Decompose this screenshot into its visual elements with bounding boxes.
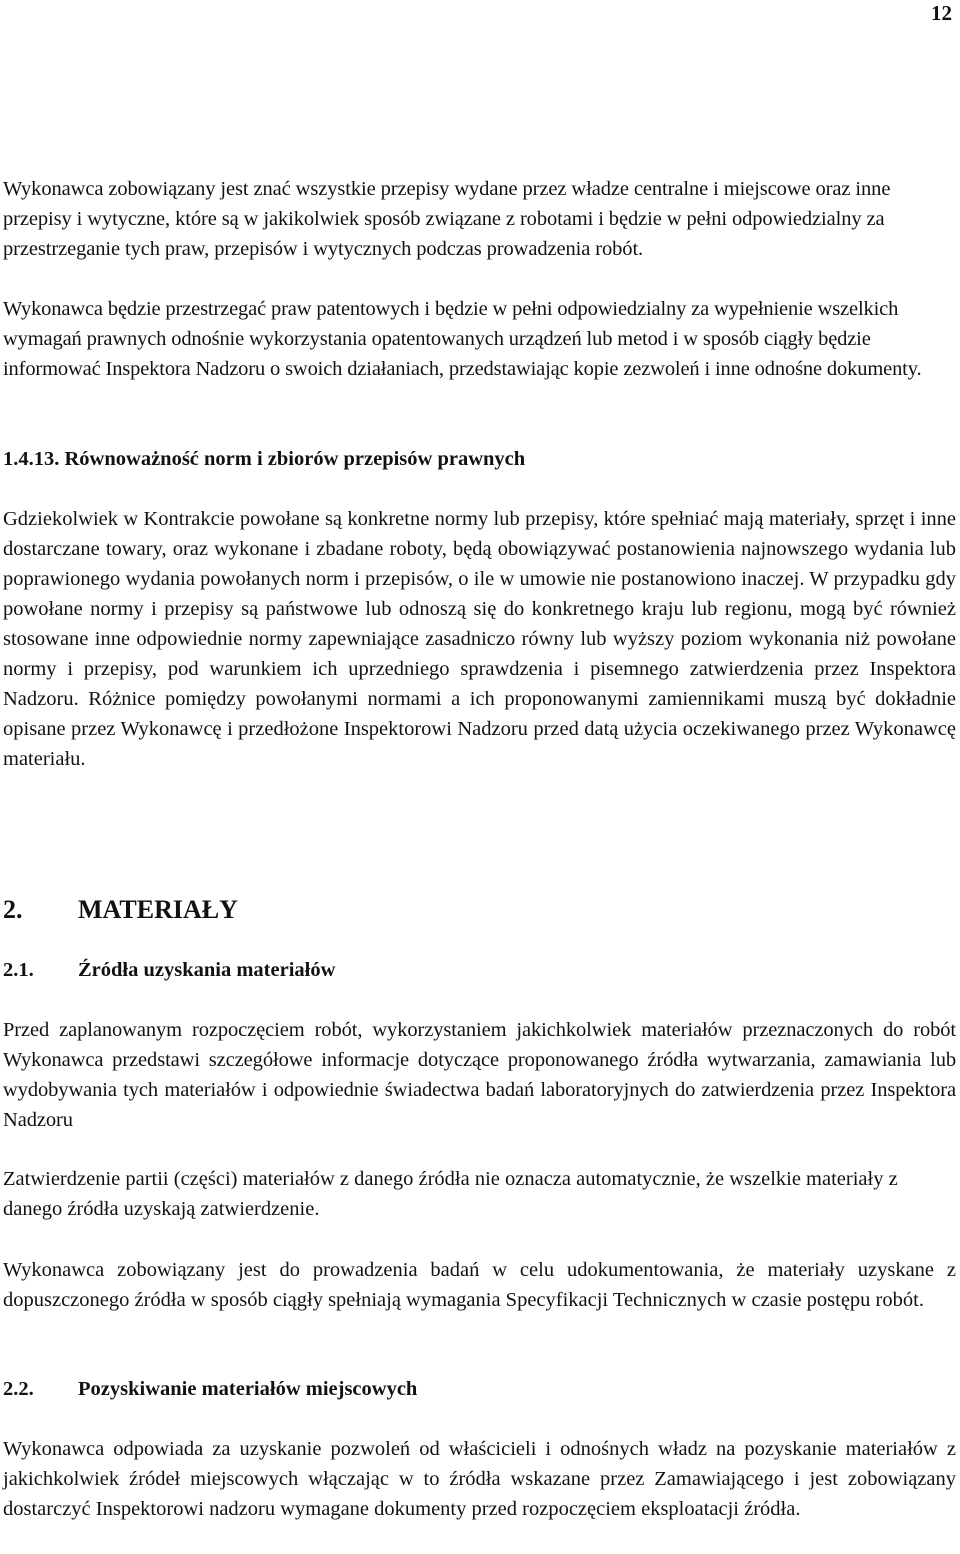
section-heading-2-2 [3, 1374, 417, 1404]
paragraph-norms: Gdziekolwiek w Kontrakcie powołane są konkretne normy lub przepisy, które spełniać mają materiały, sprzęt i inne dostarczane towary, oraz wykonane i zbadane roboty, będą obowiązywać postanowienia najnowszego wydania lub poprawionego wydania powołanych norm i przepisów, o ile w umowie nie postanowiono inaczej. W przypadku gdy powołane normy i przepisy są państwowe lub odnoszą się do konkretnego kraju lub regionu, mogą być również stosowane inne odpowiednie normy zapewniające zasadniczo równy lub wyższy poziom wykonania niż powołane normy i przepisy, pod warunkiem ich uprzedniego sprawdzenia i pisemnego zatwierdzenia przez Inspektora Nadzoru. Różnice pomiędzy powołanymi normami a ich proponowanymi zamiennikami muszą być dokładnie opisane przez Wykonawcę i przedłożone Inspektorowi Nadzoru przed datą użycia oczekiwanego przez Wykonawcę materiału. [3, 508, 956, 770]
section-heading-2 [3, 893, 238, 927]
paragraph-approval: Zatwierdzenie partii (części) materiałów z danego źródła nie oznacza automatycznie, że wszelkie materiały z danego źródła uzyskają zatwierdzenie. [3, 1168, 898, 1220]
page-number: 12 [931, 1, 952, 25]
paragraph-testing: Wykonawca zobowiązany jest do prowadzenia badań w celu udokumentowania, że materiały uzyskane z dopuszczonego źródła w sposób ciągły spełniają wymagania Specyfikacji Technicznych w czasie postępu robót. [3, 1259, 956, 1311]
paragraph-patents: Wykonawca będzie przestrzegać praw patentowych i będzie w pełni odpowiedzialny za wypełnienie wszelkich wymagań prawnych odnośnie wykorzystania opatentowanych urządzeń lub metod i w sposób ciągły będzie informować Inspektora Nadzoru o swoich działaniach, przedstawiając kopie zezwoleń i inne odnośne dokumenty. [3, 298, 922, 380]
paragraph-local-materials: Wykonawca odpowiada za uzyskanie pozwoleń od właścicieli i odnośnych władz na pozyskanie materiałów z jakichkolwiek źródeł miejscowych włączając w to źródła wskazane przez Zamawiającego i jest zobowiązany dostarczyć Inspektorowi nadzoru wymagane dokumenty przed rozpoczęciem eksploatacji źródła. [3, 1438, 956, 1520]
section-number: 2. [3, 895, 23, 924]
section-title: Pozyskiwanie materiałów miejscowych [78, 1378, 418, 1400]
section-number: 2.2. [3, 1378, 34, 1400]
section-number: 2.1. [3, 959, 34, 981]
section-heading-1-4-13: 1.4.13. Równoważność norm i zbiorów przepisów prawnych [3, 448, 526, 470]
section-heading-2-1 [3, 955, 335, 985]
section-title: MATERIAŁY [78, 895, 238, 924]
section-title: Źródła uzyskania materiałów [78, 959, 336, 981]
paragraph-laws: Wykonawca zobowiązany jest znać wszystkie przepisy wydane przez władze centralne i miejscowe oraz inne przepisy i wytyczne, które są w jakikolwiek sposób związane z robotami i będzie w pełni odpowiedzialny za przestrzeganie tych praw, przepisów i wytycznych podczas prowadzenia robót. [3, 178, 891, 260]
paragraph-sources: Przed zaplanowanym rozpoczęciem robót, wykorzystaniem jakichkolwiek materiałów przeznaczonych do robót Wykonawca przedstawi szczegółowe informacje dotyczące proponowanego źródła wytwarzania, zamawiania lub wydobywania tych materiałów i odpowiednie świadectwa badań laboratoryjnych do zatwierdzenia przez Inspektora Nadzoru [3, 1019, 956, 1131]
